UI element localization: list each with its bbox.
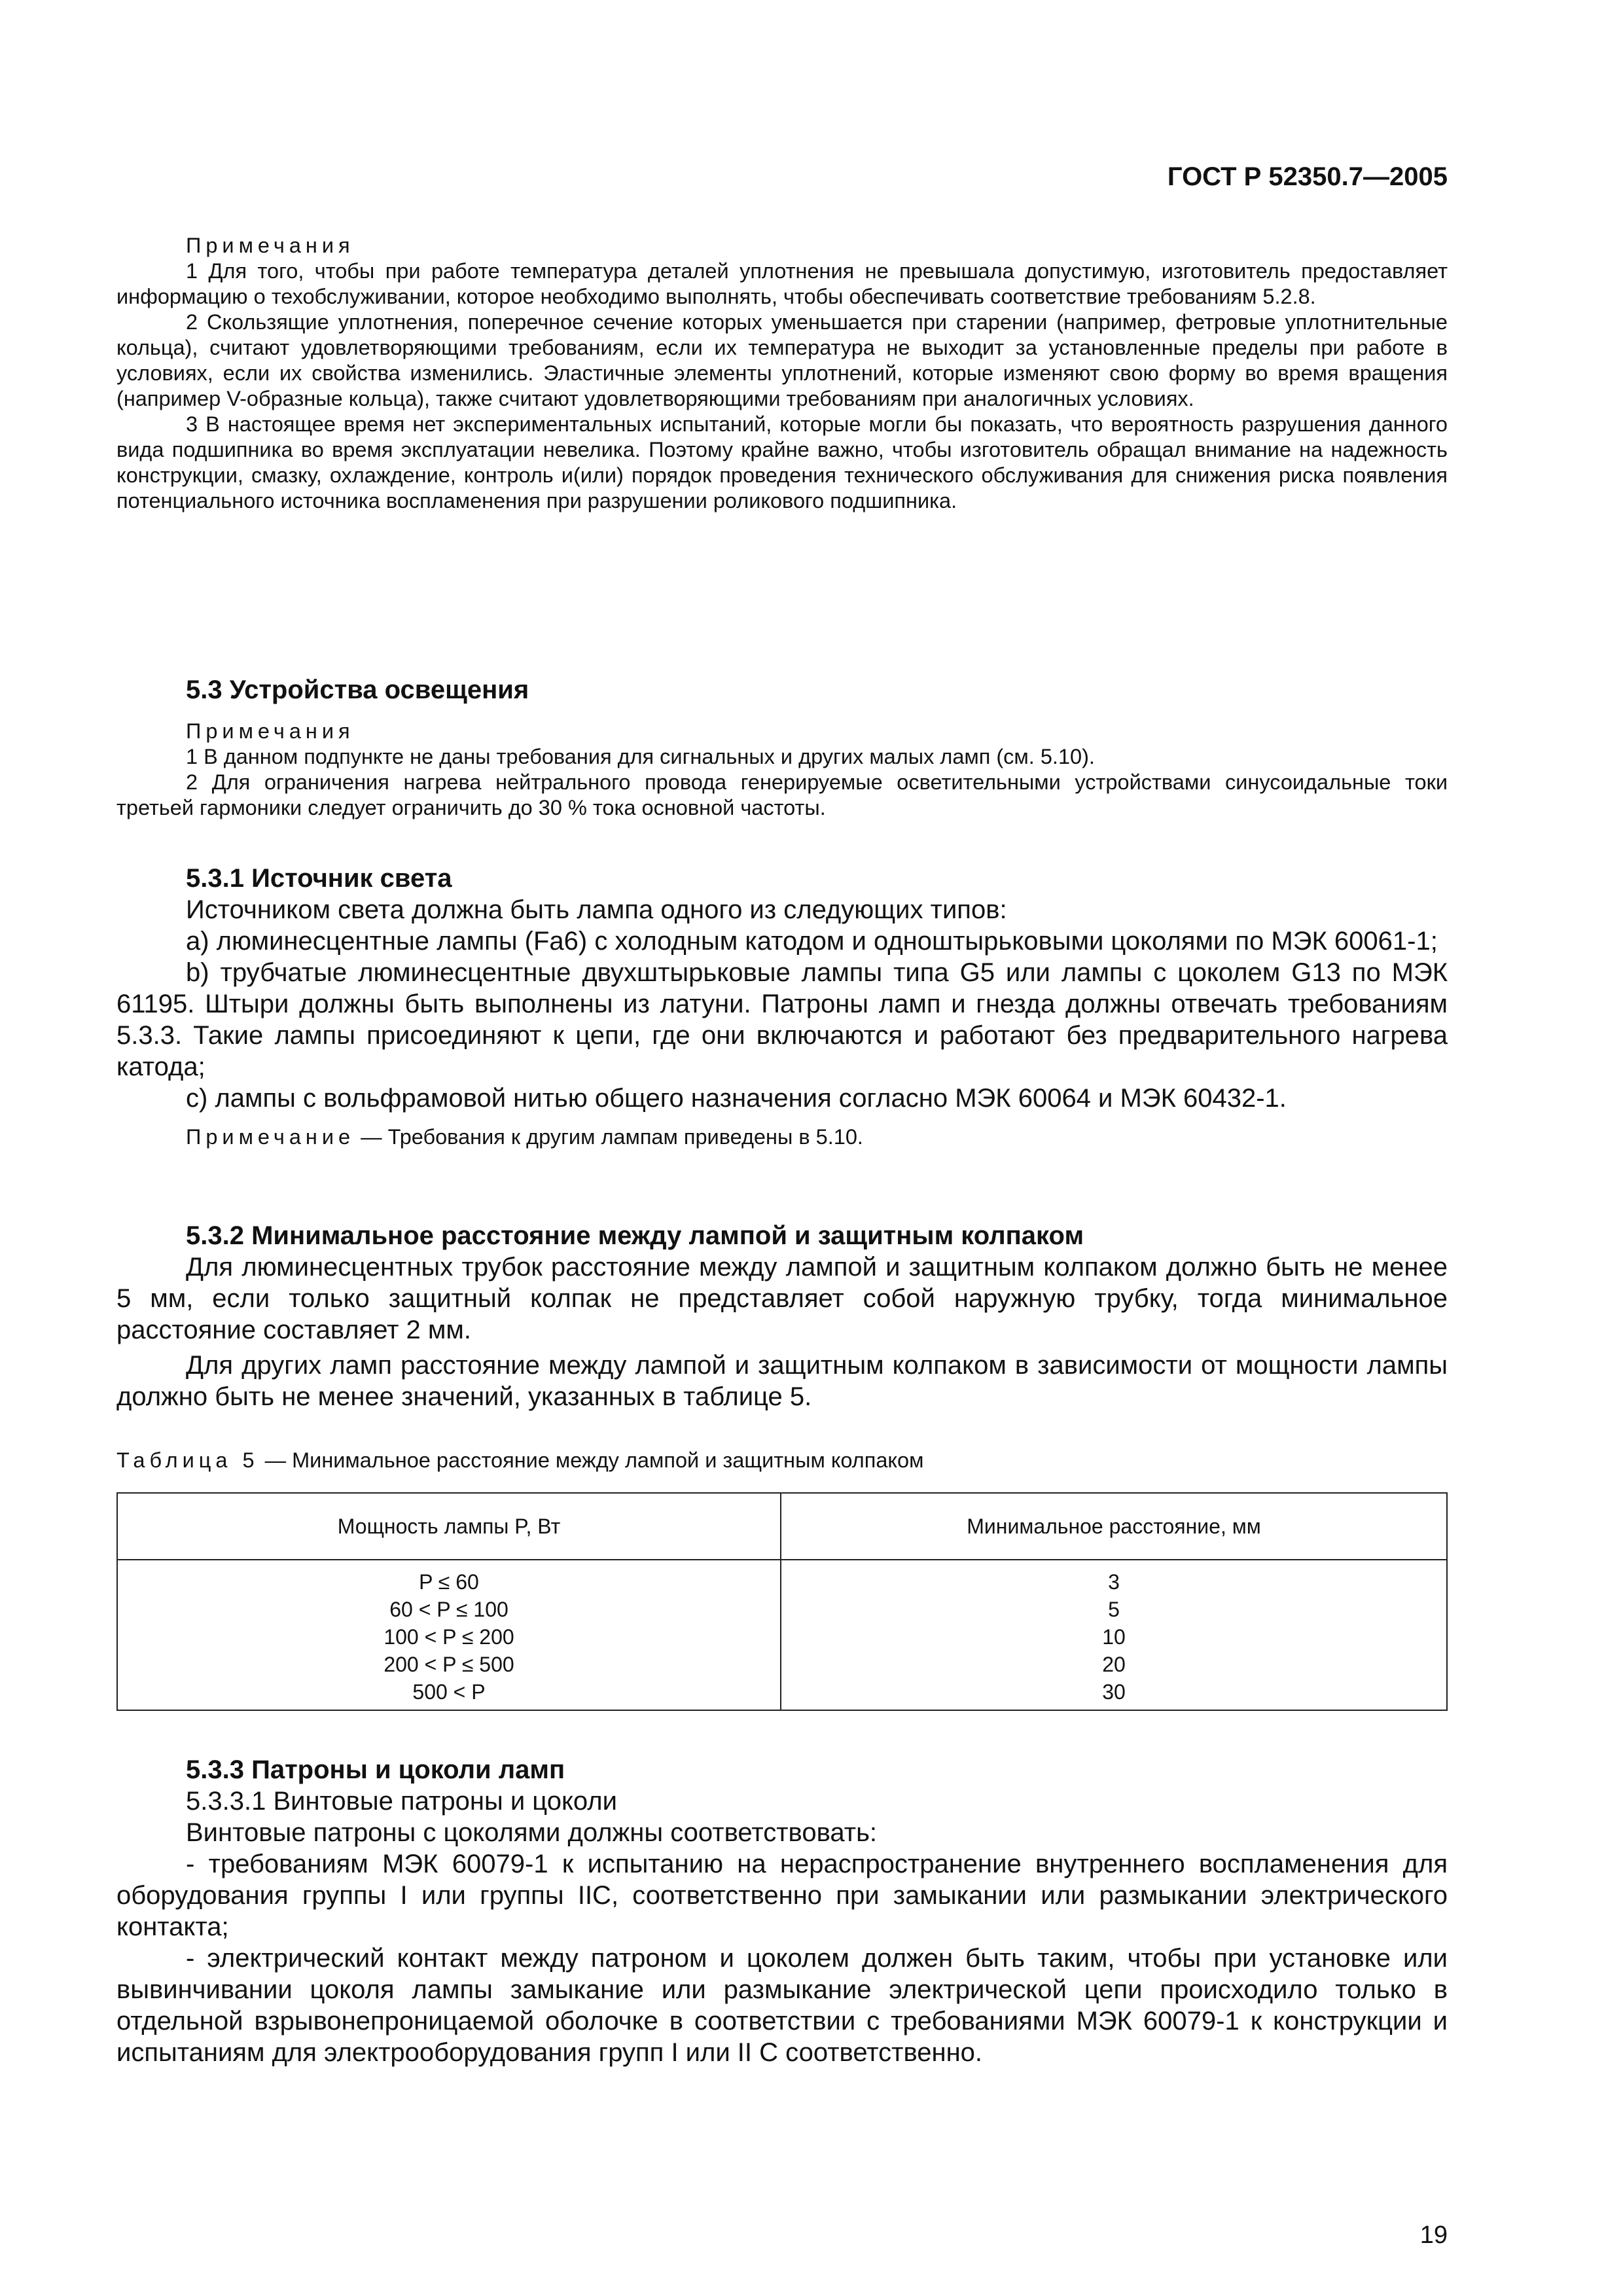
table-body bbox=[117, 1560, 1447, 1710]
power-column bbox=[117, 1560, 781, 1710]
list-item-1: - требованиям МЭК 60079-1 к испытанию на нераспространение внутреннего воспламенения для оборудования группы I или группы IIC, соответственно при замыкании или размыкании электрического контакта; bbox=[116, 1850, 1448, 1941]
table-cell: 500 < P bbox=[412, 1680, 486, 1704]
paragraph-1: Для люминесцентных трубок расстояние между лампой и защитным колпаком должно быть не менее 5 мм, если только защитный колпак не представляет собой наружную трубку, тогда минимальное расстояние составляет 2 мм. bbox=[116, 1253, 1448, 1344]
note-2: 2 Для ограничения нагрева нейтрального провода генерируемые осветительными устройствами синусоидальные токи третьей гармоники следует ограничить до 30 % тока основной частоты. bbox=[116, 770, 1448, 819]
subsection-heading: 5.3.3.1 Винтовые патроны и цоколи bbox=[186, 1787, 617, 1816]
page-number: 19 bbox=[1419, 2221, 1448, 2249]
table-cell: 10 bbox=[1102, 1625, 1126, 1649]
section-5-3-2 bbox=[116, 1220, 1448, 1412]
table-cell: 200 < P ≤ 500 bbox=[383, 1653, 514, 1676]
distance-column bbox=[781, 1560, 1447, 1710]
section-heading: 5.3.1 Источник света bbox=[186, 864, 452, 893]
table-cell: P ≤ 60 bbox=[419, 1570, 479, 1594]
table-cell: 60 < P ≤ 100 bbox=[389, 1598, 508, 1621]
document-id: ГОСТ Р 52350.7—2005 bbox=[1167, 162, 1448, 191]
section-heading: 5.3.2 Минимальное расстояние между лампой и защитным колпаком bbox=[186, 1221, 1084, 1250]
list-item-b: b) трубчатые люминесцентные двухштырьковые лампы типа G5 или лампы с цоколем G13 по МЭК 61195. Штыри должны быть выполнены из латуни. Патроны ламп и гнезда должны отвечать требованиям 5.3.3. Такие лампы присоединяют к цепи, где они включаются и работают без предварительного нагрева катода; bbox=[116, 958, 1448, 1081]
list-item-c: c) лампы с вольфрамовой нитью общего назначения согласно МЭК 60064 и МЭК 60432-1. bbox=[186, 1084, 1287, 1113]
column-header-power: Мощность лампы P, Вт bbox=[117, 1493, 781, 1560]
table-5-caption bbox=[116, 1448, 1448, 1473]
note-1: 1 В данном подпункте не даны требования для сигнальных и других малых ламп (см. 5.10). bbox=[186, 745, 1095, 768]
table-cell: 20 bbox=[1102, 1653, 1126, 1676]
section-heading: 5.3 Устройства освещения bbox=[186, 675, 529, 704]
section-heading: 5.3.3 Патроны и цоколи ламп bbox=[186, 1755, 565, 1784]
note-2: 2 Скользящие уплотнения, поперечное сечение которых уменьшается при старении (например, фетровые уплотнительные кольца), считают удовлетворяющими требованиям, если их температура не выходит за установленные пределы при работе в условиях, если их свойства изменились. Эластичные элементы уплотнений, которые изменяют свою форму во время вращения (например V-образные кольца), также считают удовлетворяющими требованиям при аналогичных условиях. bbox=[116, 310, 1448, 410]
table-cell: 3 bbox=[1108, 1570, 1120, 1594]
note-3: 3 В настоящее время нет экспериментальных испытаний, которые могли бы показать, что вероятность разрушения данного вида подшипника во время эксплуатации невелика. Поэтому крайне важно, чтобы изготовитель обращал внимание на надежность конструкции, смазку, охлаждение, контроль и(или) порядок проведения технического обслуживания для снижения риска появления потенциального источника воспламенения при разрушении роликового подшипника. bbox=[116, 412, 1448, 512]
column-header-distance: Минимальное расстояние, мм bbox=[781, 1493, 1447, 1560]
note-label: Примечание bbox=[186, 1125, 355, 1149]
table-5 bbox=[116, 1492, 1448, 1711]
paragraph-2: Для других ламп расстояние между лампой и защитным колпаком в зависимости от мощности лампы должно быть не менее значений, указанных в таблице 5. bbox=[116, 1351, 1448, 1411]
table-cell: 100 < P ≤ 200 bbox=[383, 1625, 514, 1649]
caption-label: Таблица 5 bbox=[116, 1448, 259, 1472]
note-text: — Требования к другим лампам приведены в 5.10. bbox=[355, 1125, 863, 1149]
section-5-3-1 bbox=[116, 863, 1448, 1150]
table-cell: 5 bbox=[1108, 1598, 1120, 1621]
list-item-a: a) люминесцентные лампы (Fa6) с холодным катодом и одноштырьковыми цоколями по МЭК 60061-1; bbox=[186, 927, 1438, 956]
section-5-3 bbox=[116, 674, 1448, 821]
notes-title: Примечания bbox=[186, 234, 355, 257]
table-cell: 30 bbox=[1102, 1680, 1126, 1704]
note-paragraph bbox=[116, 1124, 1448, 1150]
section-5-3-3 bbox=[116, 1754, 1448, 2068]
intro-paragraph: Источником света должна быть лампа одного из следующих типов: bbox=[186, 895, 1007, 924]
table-header-row bbox=[117, 1493, 1447, 1560]
notes-block-1 bbox=[116, 233, 1448, 514]
list-item-2: - электрический контакт между патроном и цоколем должен быть таким, чтобы при установке или вывинчивании цоколя лампы замыкание или размыкание электрической цепи происходило только в отдельной взрывонепроницаемой оболочке в соответствии с требованиями МЭК 60079-1 к конструкции и испытаниям для электрооборудования групп I или II C соответственно. bbox=[116, 1944, 1448, 2067]
note-1: 1 Для того, чтобы при работе температура деталей уплотнения не превышала допустимую, изготовитель предоставляет информацию о техобслуживании, которое необходимо выполнять, чтобы обеспечивать соответствие требованиям 5.2.8. bbox=[116, 259, 1448, 308]
intro-paragraph: Винтовые патроны с цоколями должны соответствовать: bbox=[186, 1818, 878, 1847]
notes-title: Примечания bbox=[186, 719, 355, 743]
data-table bbox=[116, 1492, 1448, 1711]
caption-text: — Минимальное расстояние между лампой и защитным колпаком bbox=[259, 1448, 924, 1472]
